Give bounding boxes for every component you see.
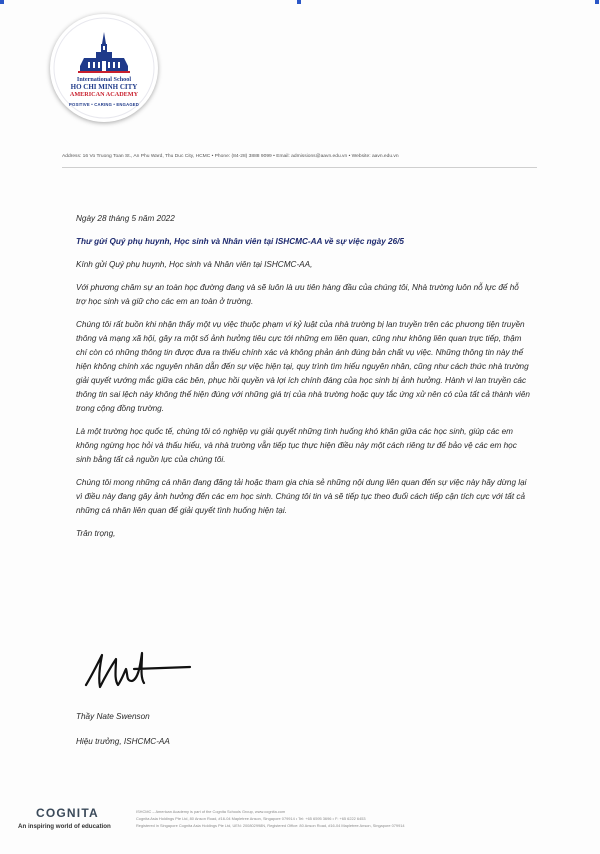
- footer-line: ISHCMC – American Academy is part of the Cognita Schools Group, www.cognita.com: [136, 809, 286, 814]
- letter-paragraph: Là một trường học quốc tế, chúng tôi có nghiệp vụ giải quyết những tình huống khó khăn giữa các học sinh, giúp các em không ngừng học hỏi và thấu hiểu, và nhà trường vẫn tiếp tục thực hiện điều này một cách riêng tư để bảo vệ các em học sinh bằng tất cả nguồn lực của chúng tôi.: [76, 427, 517, 464]
- letterhead-divider: [62, 167, 537, 168]
- signer-name: Thầy Nate Swenson: [76, 712, 150, 721]
- footer-line: Cognita Asia Holdings Pte Ltd, 80 Anson Road, #16-04 Mapletree Anson, Singapore 079914 • Tel: +65 6595 3696 • F: +65 6222 6453: [136, 816, 366, 821]
- logo-academy-label: AMERICAN ACADEMY: [69, 91, 139, 98]
- school-logo: [50, 14, 158, 122]
- logo-school-label: International School: [76, 76, 132, 83]
- letter-date: Ngày 28 tháng 5 năm 2022: [76, 214, 175, 223]
- corner-marker: [297, 0, 301, 4]
- letter-paragraph: Chúng tôi rất buồn khi nhận thấy một vụ việc thuộc phạm vi kỷ luật của nhà trường bị lan truyền trên các phương tiện truyền thông và mạng xã hội, gây ra một số ảnh hưởng tiêu cực tới những em liên quan, cũng như không liên quan trực tiếp, thậm chí còn có những thông tin được đưa ra thiếu chính xác và không phản ánh đúng bản chất vụ việc. Những thông tin này thể hiện không chính xác nguyên nhân dẫn đến sự việc hiện tại, quy trình tìm hiểu nguyên nhân, cũng như cách thức nhà trường giải quyết vướng mắc giữa các bên, phục hồi quyền và lợi ích chính đáng của học sinh bị ảnh hưởng. Hành vi lan truyền các thông tin sai lệch này không thể hiện đúng với những giá trị của nhà trường hoặc quy tắc ứng xử nên có của tất cả thành viên trong cộng đồng trường.: [76, 320, 530, 413]
- footer-line: Registered in Singapore Cognita Asia Holdings Pte Ltd, UEN: 200802998N, Registered Office: 80 Anson Road, #16-04 Mapletree Anson, Singapore 079914: [136, 823, 405, 828]
- letter-salutation: Kính gửi Quý phụ huynh, Học sinh và Nhân viên tại ISHCMC-AA,: [76, 260, 313, 269]
- letter-subject: Thư gửi Quý phụ huynh, Học sinh và Nhân viên tại ISHCMC-AA về sự việc ngày 26/5: [76, 237, 404, 246]
- cognita-logo: COGNITA: [36, 806, 99, 820]
- signature-icon: [78, 645, 198, 695]
- letter-closing: Trân trọng,: [76, 529, 116, 538]
- letter-paragraph: Chúng tôi mong những cá nhân đang đăng tải hoặc tham gia chia sẻ những nội dung liên quan đến sự việc này hãy dừng lại vì điều này đang gây ảnh hưởng đến các em học sinh. Chúng tôi tin và sẽ tiếp tục theo đuổi cách tiếp cận tích cực với tất cả những cá nhân liên quan để giải quyết tình huống hiện tại.: [76, 478, 527, 515]
- corner-marker: [595, 0, 599, 4]
- signer-title: Hiệu trưởng, ISHCMC-AA: [76, 737, 170, 746]
- logo-city-label: HO CHI MINH CITY: [70, 83, 138, 91]
- letterhead-contact: Address: 16 Vo Truong Toan St., An Phu Ward, Thu Duc City, HCMC • Phone: (84-28) 3888 9099 • Email: admissions@aavn.edu.vn • Website: aavn.edu.vn: [62, 154, 399, 159]
- letter-body: [76, 212, 531, 550]
- corner-marker: [0, 0, 4, 4]
- logo-tagline: POSITIVE • CARING • ENGAGED: [69, 102, 139, 107]
- letter-paragraph: Với phương châm sự an toàn học đường đang và sẽ luôn là ưu tiên hàng đầu của chúng tôi, Nhà trường luôn nỗ lực để hỗ trợ học sinh và giữ cho các em an toàn ở trường.: [76, 283, 519, 306]
- cognita-tagline: An inspiring world of education: [18, 823, 111, 830]
